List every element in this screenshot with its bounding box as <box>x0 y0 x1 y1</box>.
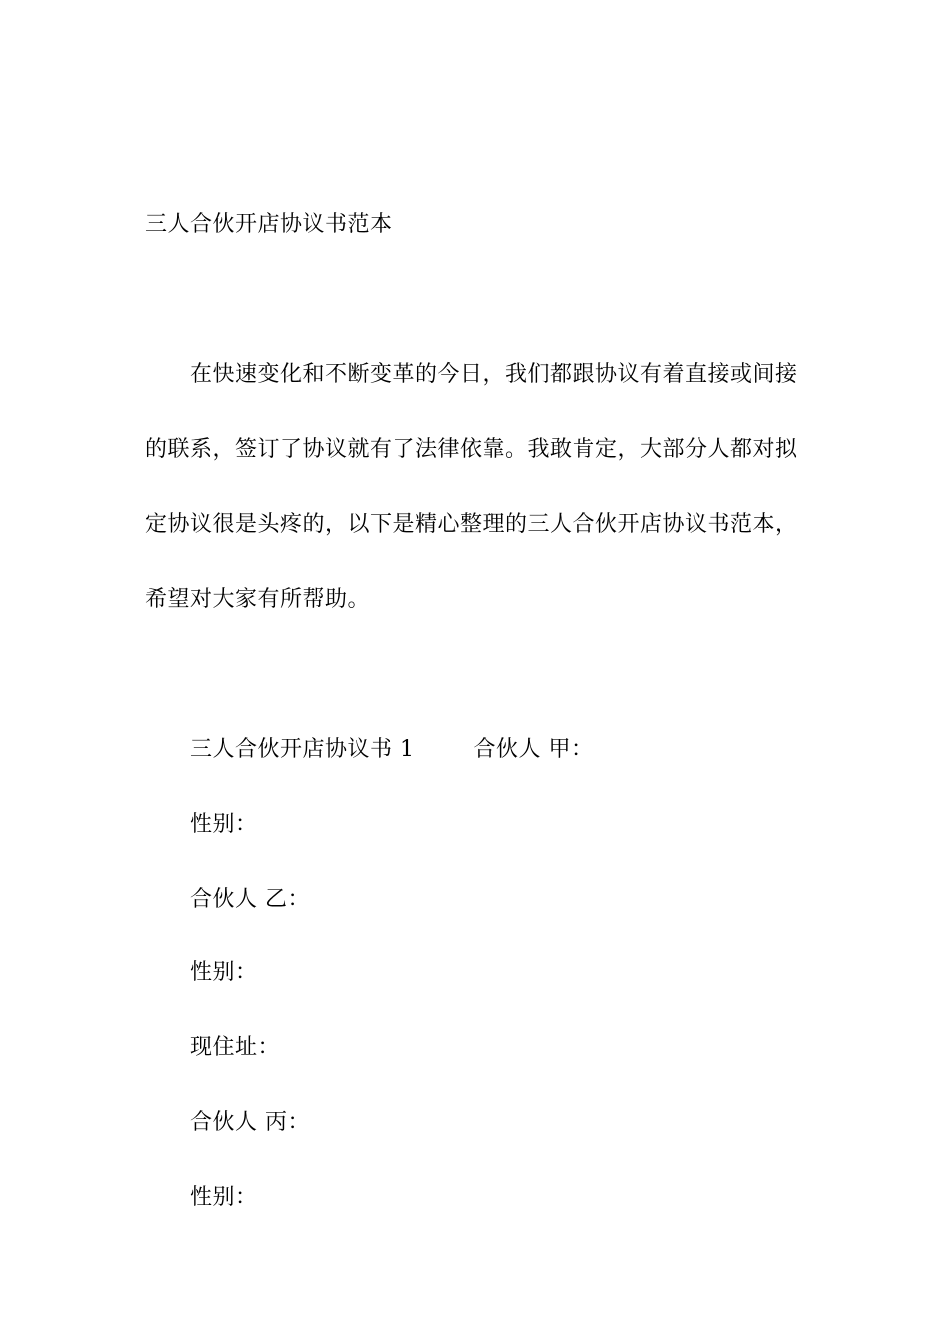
intro-line-2: 的联系，签订了协议就有了法律依靠。我敢肯定，大部分人都对拟 <box>145 437 798 462</box>
field-gender-c: 性别： <box>190 1185 258 1210</box>
document-title: 三人合伙开店协议书范本 <box>145 212 393 237</box>
field-gender-a: 性别： <box>190 812 258 837</box>
field-gender-b: 性别： <box>190 960 258 985</box>
intro-line-4: 希望对大家有所帮助。 <box>145 587 371 612</box>
section-heading-row <box>190 735 594 765</box>
field-partner-b: 合伙人 乙： <box>190 887 310 912</box>
field-partner-c: 合伙人 丙： <box>190 1110 310 1135</box>
partner-a-label: 合伙人 甲： <box>473 737 594 762</box>
intro-line-1: 在快速变化和不断变革的今日，我们都跟协议有着直接或间接 <box>190 362 798 387</box>
field-address-b: 现住址： <box>190 1035 281 1060</box>
section-heading: 三人合伙开店协议书 1 <box>190 737 415 762</box>
intro-line-3: 定协议很是头疼的，以下是精心整理的三人合伙开店协议书范本， <box>145 512 798 537</box>
